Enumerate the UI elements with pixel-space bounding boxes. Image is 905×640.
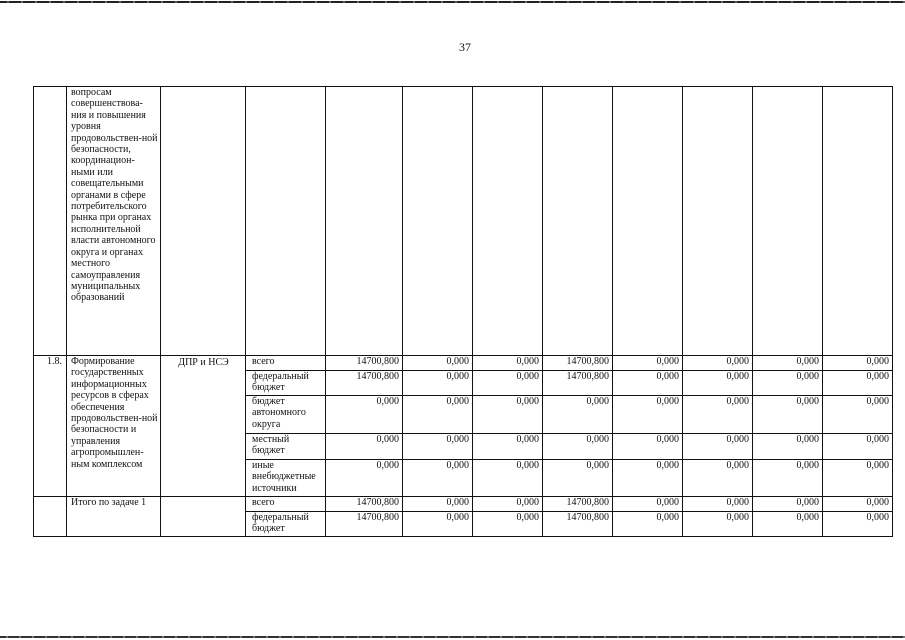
value-cell: 0,000: [403, 460, 473, 497]
funding-source: федеральный бюджет: [246, 371, 326, 396]
value-cell: 0,000: [823, 371, 893, 396]
value-cell: 0,000: [753, 512, 823, 537]
value-cell: 0,000: [473, 512, 543, 537]
value-cell: 0,000: [473, 497, 543, 512]
value-cell: 0,000: [613, 497, 683, 512]
continuation-row: [34, 87, 893, 356]
value-cell: 0,000: [683, 371, 753, 396]
value-cell: 14700,800: [543, 497, 613, 512]
funding-source: всего: [246, 497, 326, 512]
funding-source: всего: [246, 356, 326, 371]
value-cell: 0,000: [823, 434, 893, 460]
funding-source: федеральный бюджет: [246, 512, 326, 537]
total-label: Итого по задаче 1: [67, 497, 161, 537]
value-cell: 0,000: [613, 356, 683, 371]
value-cell: [823, 87, 893, 356]
value-cell: 0,000: [683, 396, 753, 434]
value-cell: [543, 87, 613, 356]
value-cell: 0,000: [403, 356, 473, 371]
index-cell: [34, 87, 67, 356]
value-cell: 0,000: [326, 460, 403, 497]
value-cell: 0,000: [823, 512, 893, 537]
continuation-name-cell: вопросам совершенствова-ния и повышения уровня продовольствен-ной безопасности, координацион-ными или совещательными органами в сфере потребительского рынка при органах исполнительной власти автономного округа и органах местного самоуправления муниципальных образований: [67, 87, 161, 356]
value-cell: [473, 87, 543, 356]
value-cell: 0,000: [326, 434, 403, 460]
value-cell: 0,000: [753, 356, 823, 371]
value-cell: 0,000: [683, 434, 753, 460]
funding-source: иные внебюджетные источники: [246, 460, 326, 497]
value-cell: 14700,800: [543, 356, 613, 371]
program-table: [33, 86, 893, 537]
value-cell: 0,000: [753, 371, 823, 396]
value-cell: [326, 87, 403, 356]
value-cell: 0,000: [403, 396, 473, 434]
value-cell: 0,000: [473, 371, 543, 396]
page-number: 37: [459, 40, 471, 54]
value-cell: 0,000: [473, 460, 543, 497]
value-cell: 0,000: [403, 371, 473, 396]
source-cell: [246, 87, 326, 356]
value-cell: 0,000: [543, 460, 613, 497]
value-cell: 0,000: [753, 396, 823, 434]
value-cell: 0,000: [683, 460, 753, 497]
value-cell: 0,000: [753, 460, 823, 497]
value-cell: 14700,800: [326, 497, 403, 512]
value-cell: [683, 87, 753, 356]
value-cell: [403, 87, 473, 356]
value-cell: 14700,800: [326, 371, 403, 396]
value-cell: 14700,800: [543, 512, 613, 537]
value-cell: 0,000: [683, 356, 753, 371]
value-cell: 0,000: [613, 460, 683, 497]
item-index: [34, 497, 67, 537]
value-cell: 0,000: [473, 356, 543, 371]
value-cell: 0,000: [823, 460, 893, 497]
value-cell: [613, 87, 683, 356]
value-cell: 14700,800: [326, 356, 403, 371]
value-cell: 0,000: [823, 497, 893, 512]
value-cell: 0,000: [613, 434, 683, 460]
value-cell: 0,000: [823, 396, 893, 434]
value-cell: 0,000: [613, 396, 683, 434]
value-cell: 0,000: [403, 497, 473, 512]
value-cell: 0,000: [683, 497, 753, 512]
value-cell: 0,000: [543, 396, 613, 434]
value-cell: 14700,800: [543, 371, 613, 396]
value-cell: 14700,800: [326, 512, 403, 537]
bottom-scan-border: [0, 636, 905, 638]
responsible-cell: [161, 87, 246, 356]
value-cell: 0,000: [613, 371, 683, 396]
value-cell: 0,000: [823, 356, 893, 371]
value-cell: 0,000: [753, 434, 823, 460]
value-cell: 0,000: [326, 396, 403, 434]
value-cell: 0,000: [473, 396, 543, 434]
value-cell: 0,000: [473, 434, 543, 460]
total-row: [34, 497, 893, 512]
value-cell: 0,000: [613, 512, 683, 537]
responsible-executor: [161, 497, 246, 537]
value-cell: [753, 87, 823, 356]
funding-source: местный бюджет: [246, 434, 326, 460]
item-row: [34, 356, 893, 371]
value-cell: 0,000: [403, 434, 473, 460]
table-body: [34, 87, 893, 537]
funding-source: бюджет автономного округа: [246, 396, 326, 434]
responsible-executor: ДПР и НСЭ: [161, 356, 246, 497]
value-cell: 0,000: [753, 497, 823, 512]
value-cell: 0,000: [543, 434, 613, 460]
item-index: 1.8.: [34, 356, 67, 497]
item-name: Формирование государственных информационных ресурсов в сферах обеспечения продовольствен-ной безопасности и управления агропромышлен-ным комплексом: [67, 356, 161, 497]
top-scan-border: [0, 1, 905, 3]
value-cell: 0,000: [683, 512, 753, 537]
value-cell: 0,000: [403, 512, 473, 537]
